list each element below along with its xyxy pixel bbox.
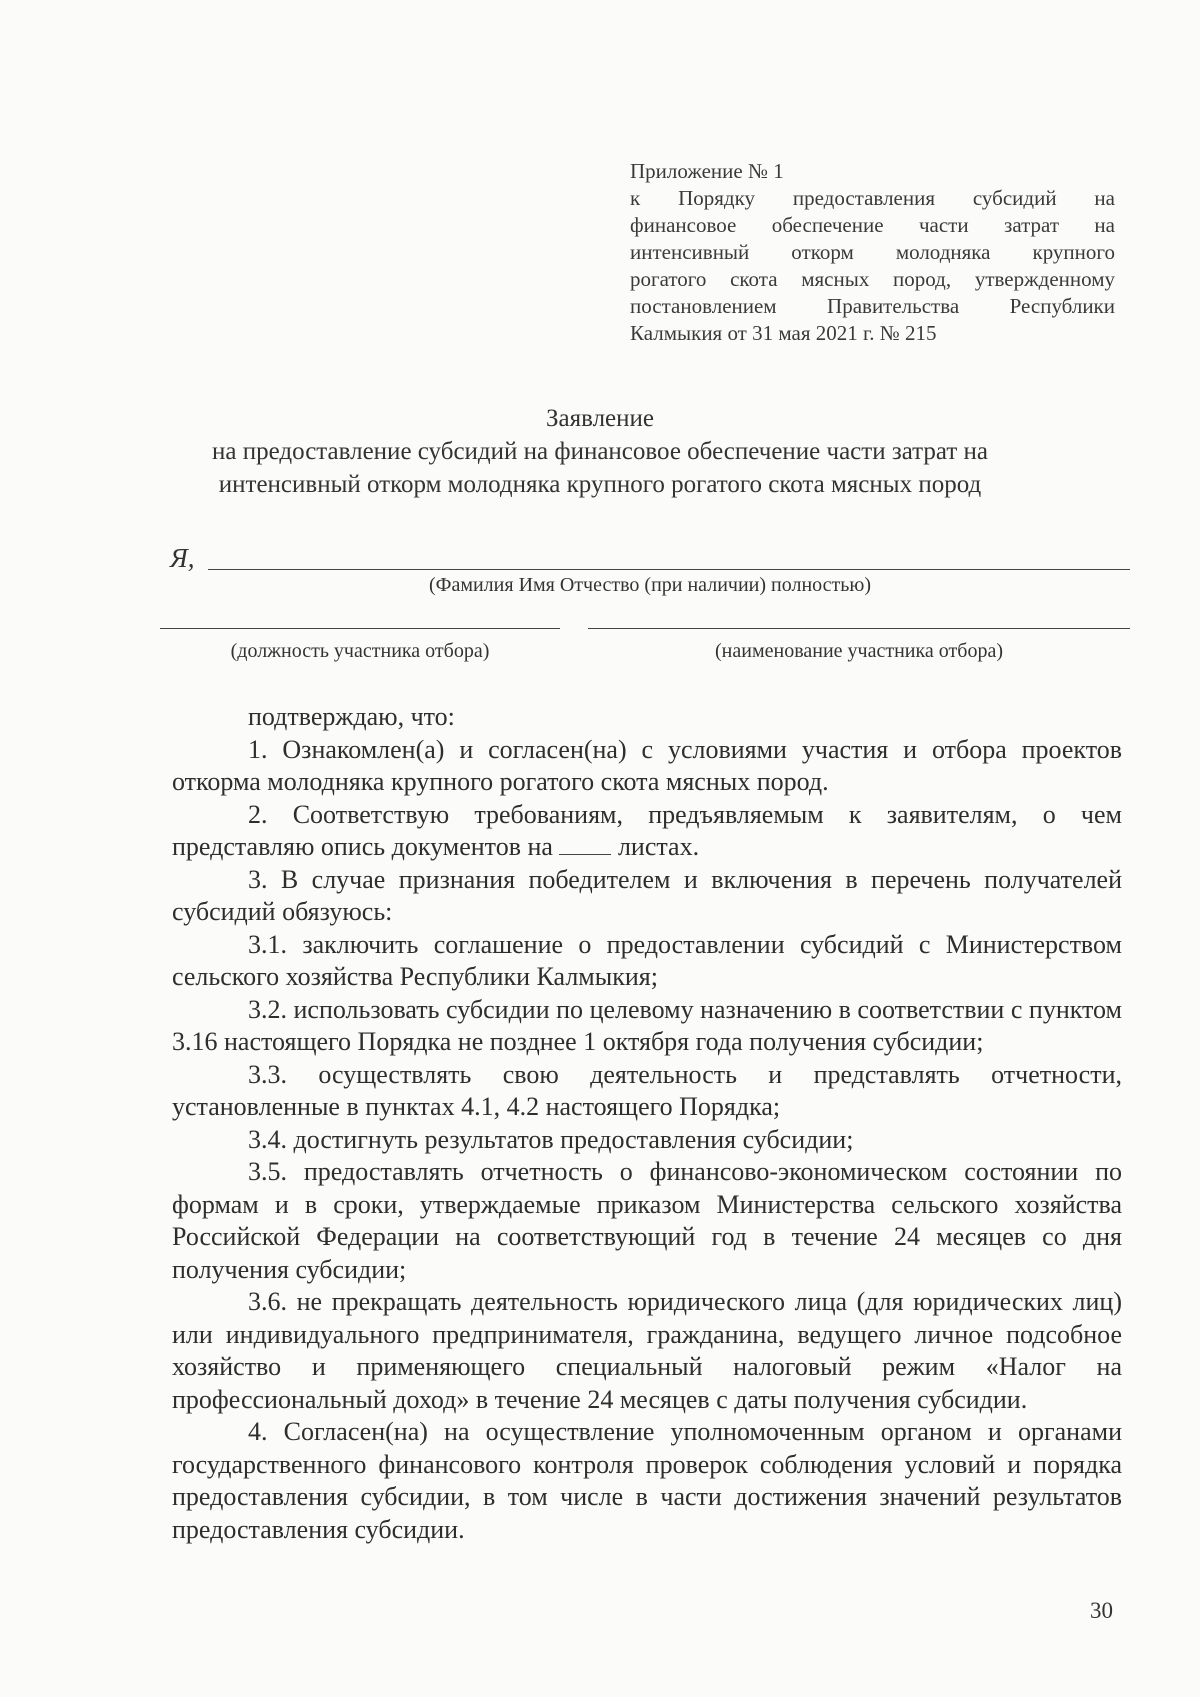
paragraph-3-1: 3.1. заключить соглашение о предоставлении субсидий с Министерством сельского хозяйства Республики Калмыкия; [172, 929, 1122, 991]
application-body [172, 701, 1122, 1546]
participant-name-caption: (наименование участника отбора) [715, 640, 1003, 662]
annex-line: Калмыкия от 31 мая 2021 г. № 215 [630, 321, 937, 345]
annex-header [630, 158, 1115, 347]
paragraph-1: 1. Ознакомлен(а) и согласен(на) с условиями участия и отбора проектов откорма молодняка крупного рогатого скота мясных пород. [172, 734, 1122, 796]
title-subtitle-line2: интенсивный откорм молодняка крупного рогатого скота мясных пород [218, 471, 982, 498]
paragraph-2-text-before: 2. Соответствую требованиям, предъявляемым к заявителям, о чем представляю опись документов на [172, 799, 1122, 861]
title-subtitle-line1: на предоставление субсидий на финансовое обеспечение части затрат на [212, 438, 988, 465]
participant-name-blank-line[interactable] [588, 628, 1130, 629]
document-title [150, 402, 1050, 501]
annex-line: Приложение № 1 [630, 159, 784, 183]
paragraph-3: 3. В случае признания победителем и включения в перечень получателей субсидий обязуюсь: [172, 864, 1122, 926]
paragraph-2 [172, 799, 1122, 864]
intro-paragraph: подтверждаю, что: [248, 702, 455, 731]
position-caption: (должность участника отбора) [230, 640, 490, 662]
paragraph-4: 4. Согласен(на) на осуществление уполномоченным органом и органами государственного финансового контроля проверок соблюдения условий и порядка предоставления субсидии, в том числе в части достижения значений результатов предоставления субсидии. [172, 1417, 1122, 1544]
paragraph-3-2: 3.2. использовать субсидии по целевому назначению в соответствии с пунктом 3.16 настоящего Порядка не позднее 1 октября года получения субсидии; [172, 994, 1122, 1056]
annex-line: рогатого скота мясных пород, утвержденному [630, 267, 1115, 291]
page-number: 30 [1090, 1598, 1113, 1623]
paragraph-3-6: 3.6. не прекращать деятельность юридического лица (для юридических лиц) или индивидуального предпринимателя, гражданина, ведущего личное подсобное хозяйство и применяющего специальный налоговый режим «Налог на профессиональный доход» в течение 24 месяцев с даты получения субсидии. [172, 1287, 1122, 1414]
title-main: Заявление [545, 405, 655, 432]
paragraph-3-5: 3.5. предоставлять отчетность о финансово-экономическом состоянии по формам и в сроки, утверждаемые приказом Министерства сельского хозяйства Российской Федерации на соответствующий год в течение 24 месяцев со дня получения субсидии; [172, 1157, 1122, 1284]
annex-line: к Порядку предоставления субсидий на [630, 186, 1115, 210]
fio-prefix: Я, [170, 543, 195, 573]
position-blank-line[interactable] [160, 628, 560, 629]
fio-caption: (Фамилия Имя Отчество (при наличии) полностью) [428, 574, 871, 596]
paragraph-3-4: 3.4. достигнуть результатов предоставления субсидии; [248, 1124, 854, 1154]
annex-line: постановлением Правительства Республики [630, 294, 1115, 318]
position-name-row [160, 628, 1130, 688]
paragraph-2-text-after: листах. [611, 832, 700, 861]
sheets-count-blank[interactable] [559, 834, 611, 855]
annex-line: финансовое обеспечение части затрат на [630, 213, 1115, 237]
fio-blank-line[interactable] [208, 569, 1130, 570]
paragraph-3-3: 3.3. осуществлять свою деятельность и представлять отчетности, установленные в пунктах 4.1, 4.2 настоящего Порядка; [172, 1059, 1122, 1121]
annex-line: интенсивный откорм молодняка крупного [630, 240, 1115, 264]
